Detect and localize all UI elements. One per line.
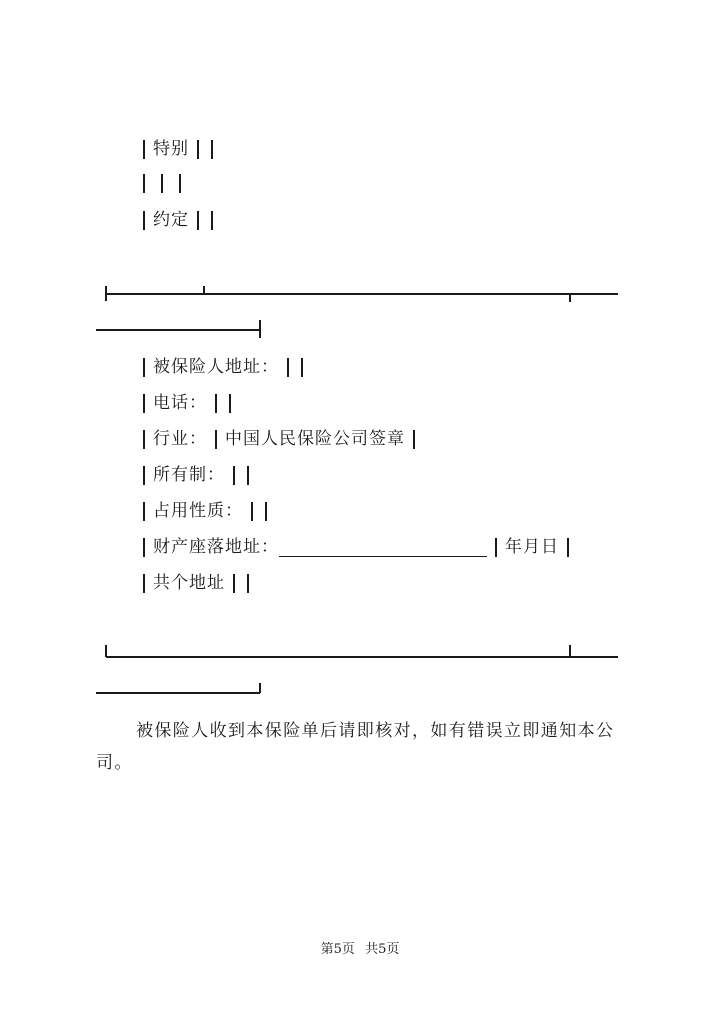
table-border [211, 140, 213, 159]
table-border [197, 211, 199, 230]
agreement-label: 约定 [153, 210, 189, 230]
table-border [143, 466, 145, 485]
industry-label: 行业： [153, 429, 207, 449]
property-address-blank[interactable] [279, 538, 487, 557]
property-address-label: 财产座落地址： [153, 537, 279, 557]
table-border [247, 574, 249, 593]
table-border [143, 174, 145, 193]
table-border [287, 358, 289, 377]
page-total: 共5页 [365, 942, 400, 957]
table-border [143, 358, 145, 377]
property-address-row [143, 536, 577, 558]
table-border [143, 502, 145, 521]
industry-row [143, 428, 423, 450]
company-seal: 中国人民保险公司签章 [225, 429, 405, 449]
phone-label: 电话： [153, 393, 207, 413]
phone-row [143, 392, 239, 414]
table-border [215, 430, 217, 449]
table-border [179, 174, 181, 193]
special-terms-row-1 [143, 138, 221, 160]
table-border [143, 394, 145, 413]
date-label: 年月日 [505, 537, 559, 557]
table-border [143, 430, 145, 449]
ownership-label: 所有制： [153, 465, 225, 485]
table-border [233, 466, 235, 485]
insured-address-label: 被保险人地址： [153, 357, 279, 377]
occupancy-label: 占用性质： [153, 501, 243, 521]
table-border [247, 466, 249, 485]
table-border [495, 538, 497, 557]
notice-paragraph: 被保险人收到本保险单后请即核对，如有错误立即通知本公司。 [96, 721, 615, 773]
table-border [233, 574, 235, 593]
table-border [143, 140, 145, 159]
table-border [143, 538, 145, 557]
special-terms-row-3 [143, 209, 221, 231]
table-border [215, 394, 217, 413]
special-label: 特别 [153, 139, 189, 159]
table-border [567, 538, 569, 557]
table-border [197, 140, 199, 159]
table-border [161, 174, 163, 193]
occupancy-row [143, 500, 275, 522]
table-border [229, 394, 231, 413]
table-border [265, 502, 267, 521]
table-border [143, 574, 145, 593]
table-border [413, 430, 415, 449]
shared-address-label: 共个地址 [153, 573, 225, 593]
page-footer [0, 938, 720, 957]
table-border [251, 502, 253, 521]
insured-address-row [143, 356, 311, 378]
shared-address-row [143, 572, 257, 594]
table-border [301, 358, 303, 377]
page-number: 第5页 [320, 942, 355, 957]
table-border [211, 211, 213, 230]
special-terms-row-2 [143, 174, 189, 193]
table-border [143, 211, 145, 230]
ownership-row [143, 464, 257, 486]
